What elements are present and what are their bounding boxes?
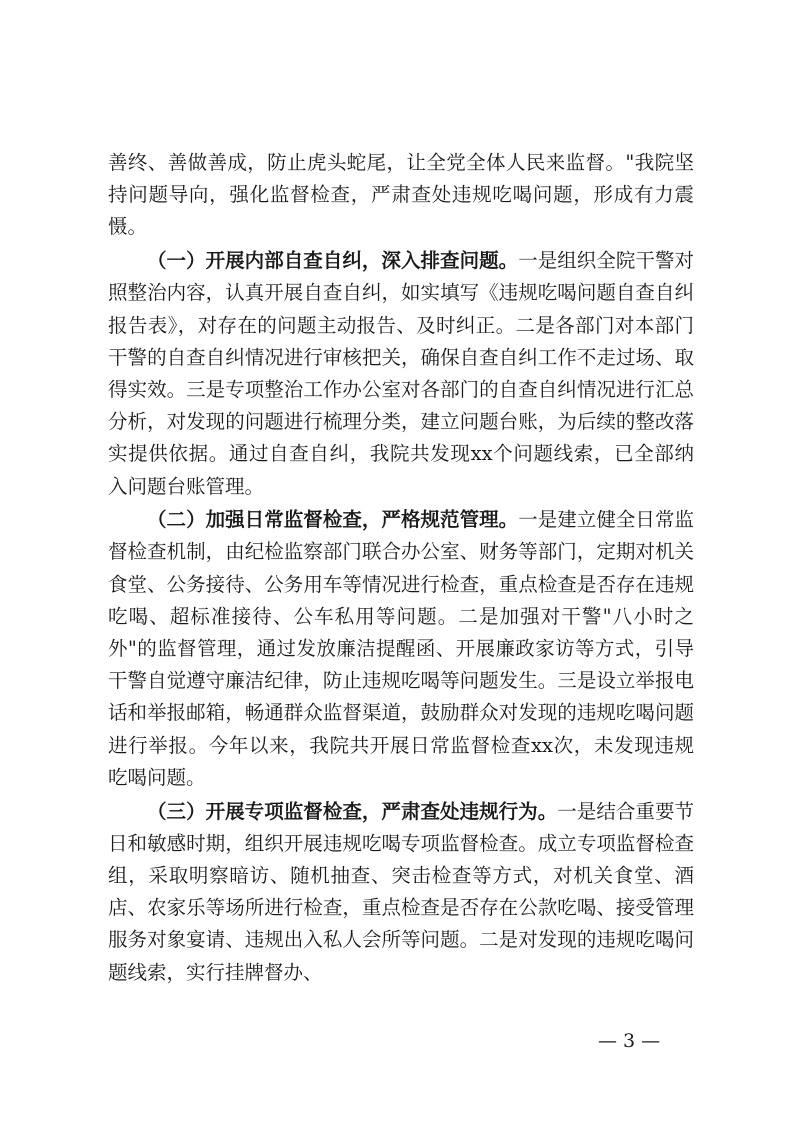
section-3-text: 一是结合重要节日和敏感时期，组织开展违规吃喝专项监督检查。成立专项监督检查组，采取明察暗访、随机抽查、突击检查等方式，对机关食堂、酒店、农家乐等场所进行检查，重点检查是否存在公款吃喝、接受管理服务对象宴请、违规出入私人会所等问题。二是对发现的违规吃喝问题线索，实行挂牌督办、 (108, 799, 694, 984)
page-number: — 3 — (598, 1030, 661, 1052)
paragraph-intro (108, 147, 694, 244)
section-1-heading: （一）开展内部自查自纠，深入排查问题。 (147, 249, 519, 273)
section-3-heading: （三）开展专项监督检查，严肃查处违规行为。 (147, 799, 558, 823)
paragraph-section-3 (108, 796, 694, 989)
section-2-text: 一是建立健全日常监督检查机制，由纪检监察部门联合办公室、财务等部门，定期对机关食堂、公务接待、公务用车等情况进行检查，重点检查是否存在违规吃喝、超标准接待、公车私用等问题。二是加强对干警"八小时之外"的监督管理，通过发放廉洁提醒函、开展廉政家访等方式，引导干警自觉遵守廉洁纪律，防止违规吃喝等问题发生。三是设立举报电话和举报邮箱，畅通群众监督渠道，鼓励群众对发现的违规吃喝问题进行举报。今年以来，我院共开展日常监督检查xx次，未发现违规吃喝问题。 (108, 508, 694, 789)
paragraph-intro-text: 善终、善做善成，防止虎头蛇尾，让全党全体人民来监督。"我院坚持问题导向，强化监督检查，严肃查处违规吃喝问题，形成有力震慑。 (108, 151, 694, 239)
section-1-text: 一是组织全院干警对照整治内容，认真开展自查自纠，如实填写《违规吃喝问题自查自纠报告表》，对存在的问题主动报告、及时纠正。二是各部门对本部门干警的自查自纠情况进行审核把关，确保自查自纠工作不走过场、取得实效。三是专项整治工作办公室对各部门的自查自纠情况进行汇总分析，对发现的问题进行梳理分类，建立问题台账，为后续的整改落实提供依据。通过自查自纠，我院共发现xx个问题线索，已全部纳入问题台账管理。 (108, 249, 694, 498)
paragraph-section-1 (108, 245, 694, 503)
document-body (108, 147, 694, 990)
section-2-heading: （二）加强日常监督检查，严格规范管理。 (147, 508, 519, 532)
paragraph-section-2 (108, 504, 694, 794)
